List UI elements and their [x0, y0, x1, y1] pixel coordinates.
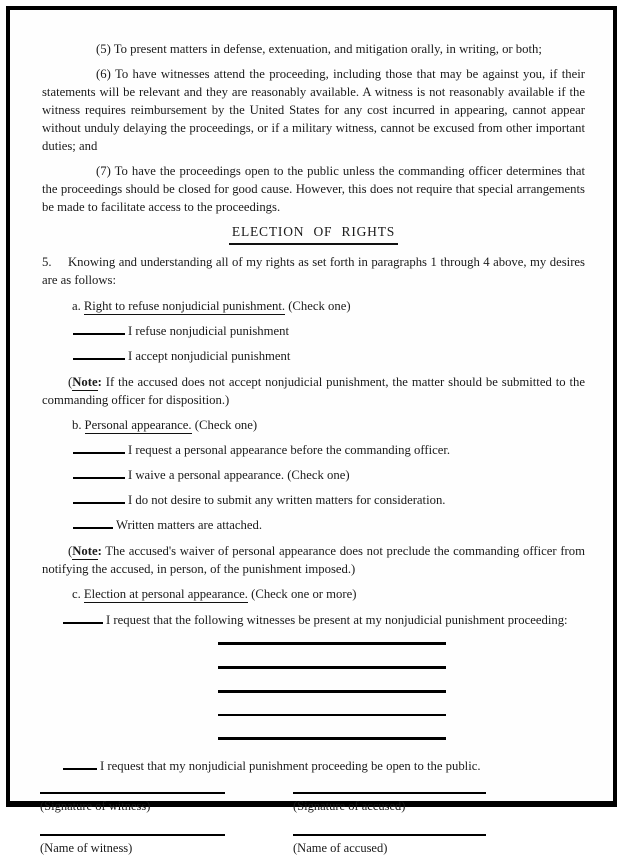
note-section-a: (Note: If the accused does not accept nonjudicial punishment, the matter should be submitted to the commanding officer for disposition.) — [42, 375, 585, 407]
signature-accused-label: (Signature of accused) — [293, 799, 406, 813]
accused-name-field — [293, 834, 486, 857]
signature-line-accused[interactable] — [293, 792, 486, 794]
blank-written-matters-attached[interactable] — [73, 525, 113, 529]
blank-refuse-np[interactable] — [73, 331, 125, 335]
rights-paragraph-7: (7) To have the proceedings open to the public unless the commanding officer determines that the proceedings should be closed for good cause. However, this does not require that special arrangements be made to facilitate access to the proceedings. — [42, 164, 585, 214]
section-b-heading: b. Personal appearance. (Check one) — [72, 418, 258, 432]
section-a-heading: a. Right to refuse nonjudicial punishment. (Check one) — [72, 299, 351, 313]
note-section-b: (Note: The accused's waiver of personal appearance does not preclude the commanding officer from notifying the accused, in person, of the punishment imposed.) — [42, 544, 585, 576]
item-5-text: Knowing and understanding all of my rights as set forth in paragraphs 1 through 4 above, my desires are as follows: — [42, 255, 585, 287]
name-line-witness[interactable] — [40, 834, 225, 836]
blank-request-appearance[interactable] — [73, 450, 125, 454]
option-open-to-public: I request that my nonjudicial punishment proceeding be open to the public. — [63, 757, 585, 775]
rights-paragraph-6: (6) To have witnesses attend the proceeding, including those that may be against you, if their statements will be relevant and they are reasonably available. A witness is not reasonably available if the witness requires reimbursement by the United States for any cost incurred in appearing, cannot appear without unduly delaying the proceedings, or if a military witness, cannot be excused from other important duties; and — [42, 67, 585, 153]
witness-line-2[interactable] — [218, 666, 446, 669]
section-c-heading: c. Election at personal appearance. (Check one or more) — [72, 587, 357, 601]
signature-witness-label: (Signature of witness) — [40, 799, 151, 813]
blank-request-witnesses[interactable] — [63, 620, 103, 624]
section-b-check-instruction: (Check one) — [194, 418, 258, 432]
name-line-accused[interactable] — [293, 834, 486, 836]
witness-line-1[interactable] — [218, 642, 446, 645]
option-request-witnesses: I request that the following witnesses be present at my nonjudicial punishment proceeding: — [63, 611, 585, 629]
item-5-intro — [42, 253, 585, 289]
blank-no-written-matters[interactable] — [73, 500, 125, 504]
signature-line-witness[interactable] — [40, 792, 225, 794]
section-c-check-instruction: (Check one or more) — [251, 587, 357, 601]
election-of-rights-heading: ELECTION OF RIGHTS — [229, 223, 398, 245]
signature-block — [40, 792, 585, 857]
witness-line-4[interactable] — [218, 714, 446, 716]
section-a-title: Right to refuse nonjudicial punishment. — [83, 299, 286, 313]
option-written-matters-attached: Written matters are attached. — [73, 516, 585, 534]
witness-line-5[interactable] — [218, 737, 446, 740]
item-5-number: 5. — [42, 255, 52, 269]
name-row — [40, 834, 585, 857]
witness-name-field — [40, 834, 225, 857]
section-b-title: Personal appearance. — [84, 418, 192, 432]
name-accused-label: (Name of accused) — [293, 841, 388, 855]
option-waive-appearance: I waive a personal appearance. (Check one) — [73, 466, 585, 484]
document-frame — [6, 6, 617, 855]
blank-open-to-public[interactable] — [63, 766, 97, 770]
name-witness-label: (Name of witness) — [40, 841, 133, 855]
section-a-check-instruction: (Check one) — [288, 299, 351, 313]
rights-paragraph-5: (5) To present matters in defense, extenuation, and mitigation orally, in writing, or both; — [96, 42, 542, 56]
section-c-title: Election at personal appearance. — [83, 587, 248, 601]
section-heading-wrap — [42, 223, 585, 245]
blank-accept-np[interactable] — [73, 356, 125, 360]
form-page — [20, 20, 603, 855]
witness-line-3[interactable] — [218, 690, 446, 693]
witness-name-lines — [218, 642, 585, 740]
option-request-appearance: I request a personal appearance before the commanding officer. — [73, 441, 585, 459]
option-refuse-np: I refuse nonjudicial punishment — [73, 322, 585, 340]
option-no-written-matters: I do not desire to submit any written matters for consideration. — [73, 491, 585, 509]
option-accept-np: I accept nonjudicial punishment — [73, 347, 585, 365]
blank-waive-appearance[interactable] — [73, 475, 125, 479]
